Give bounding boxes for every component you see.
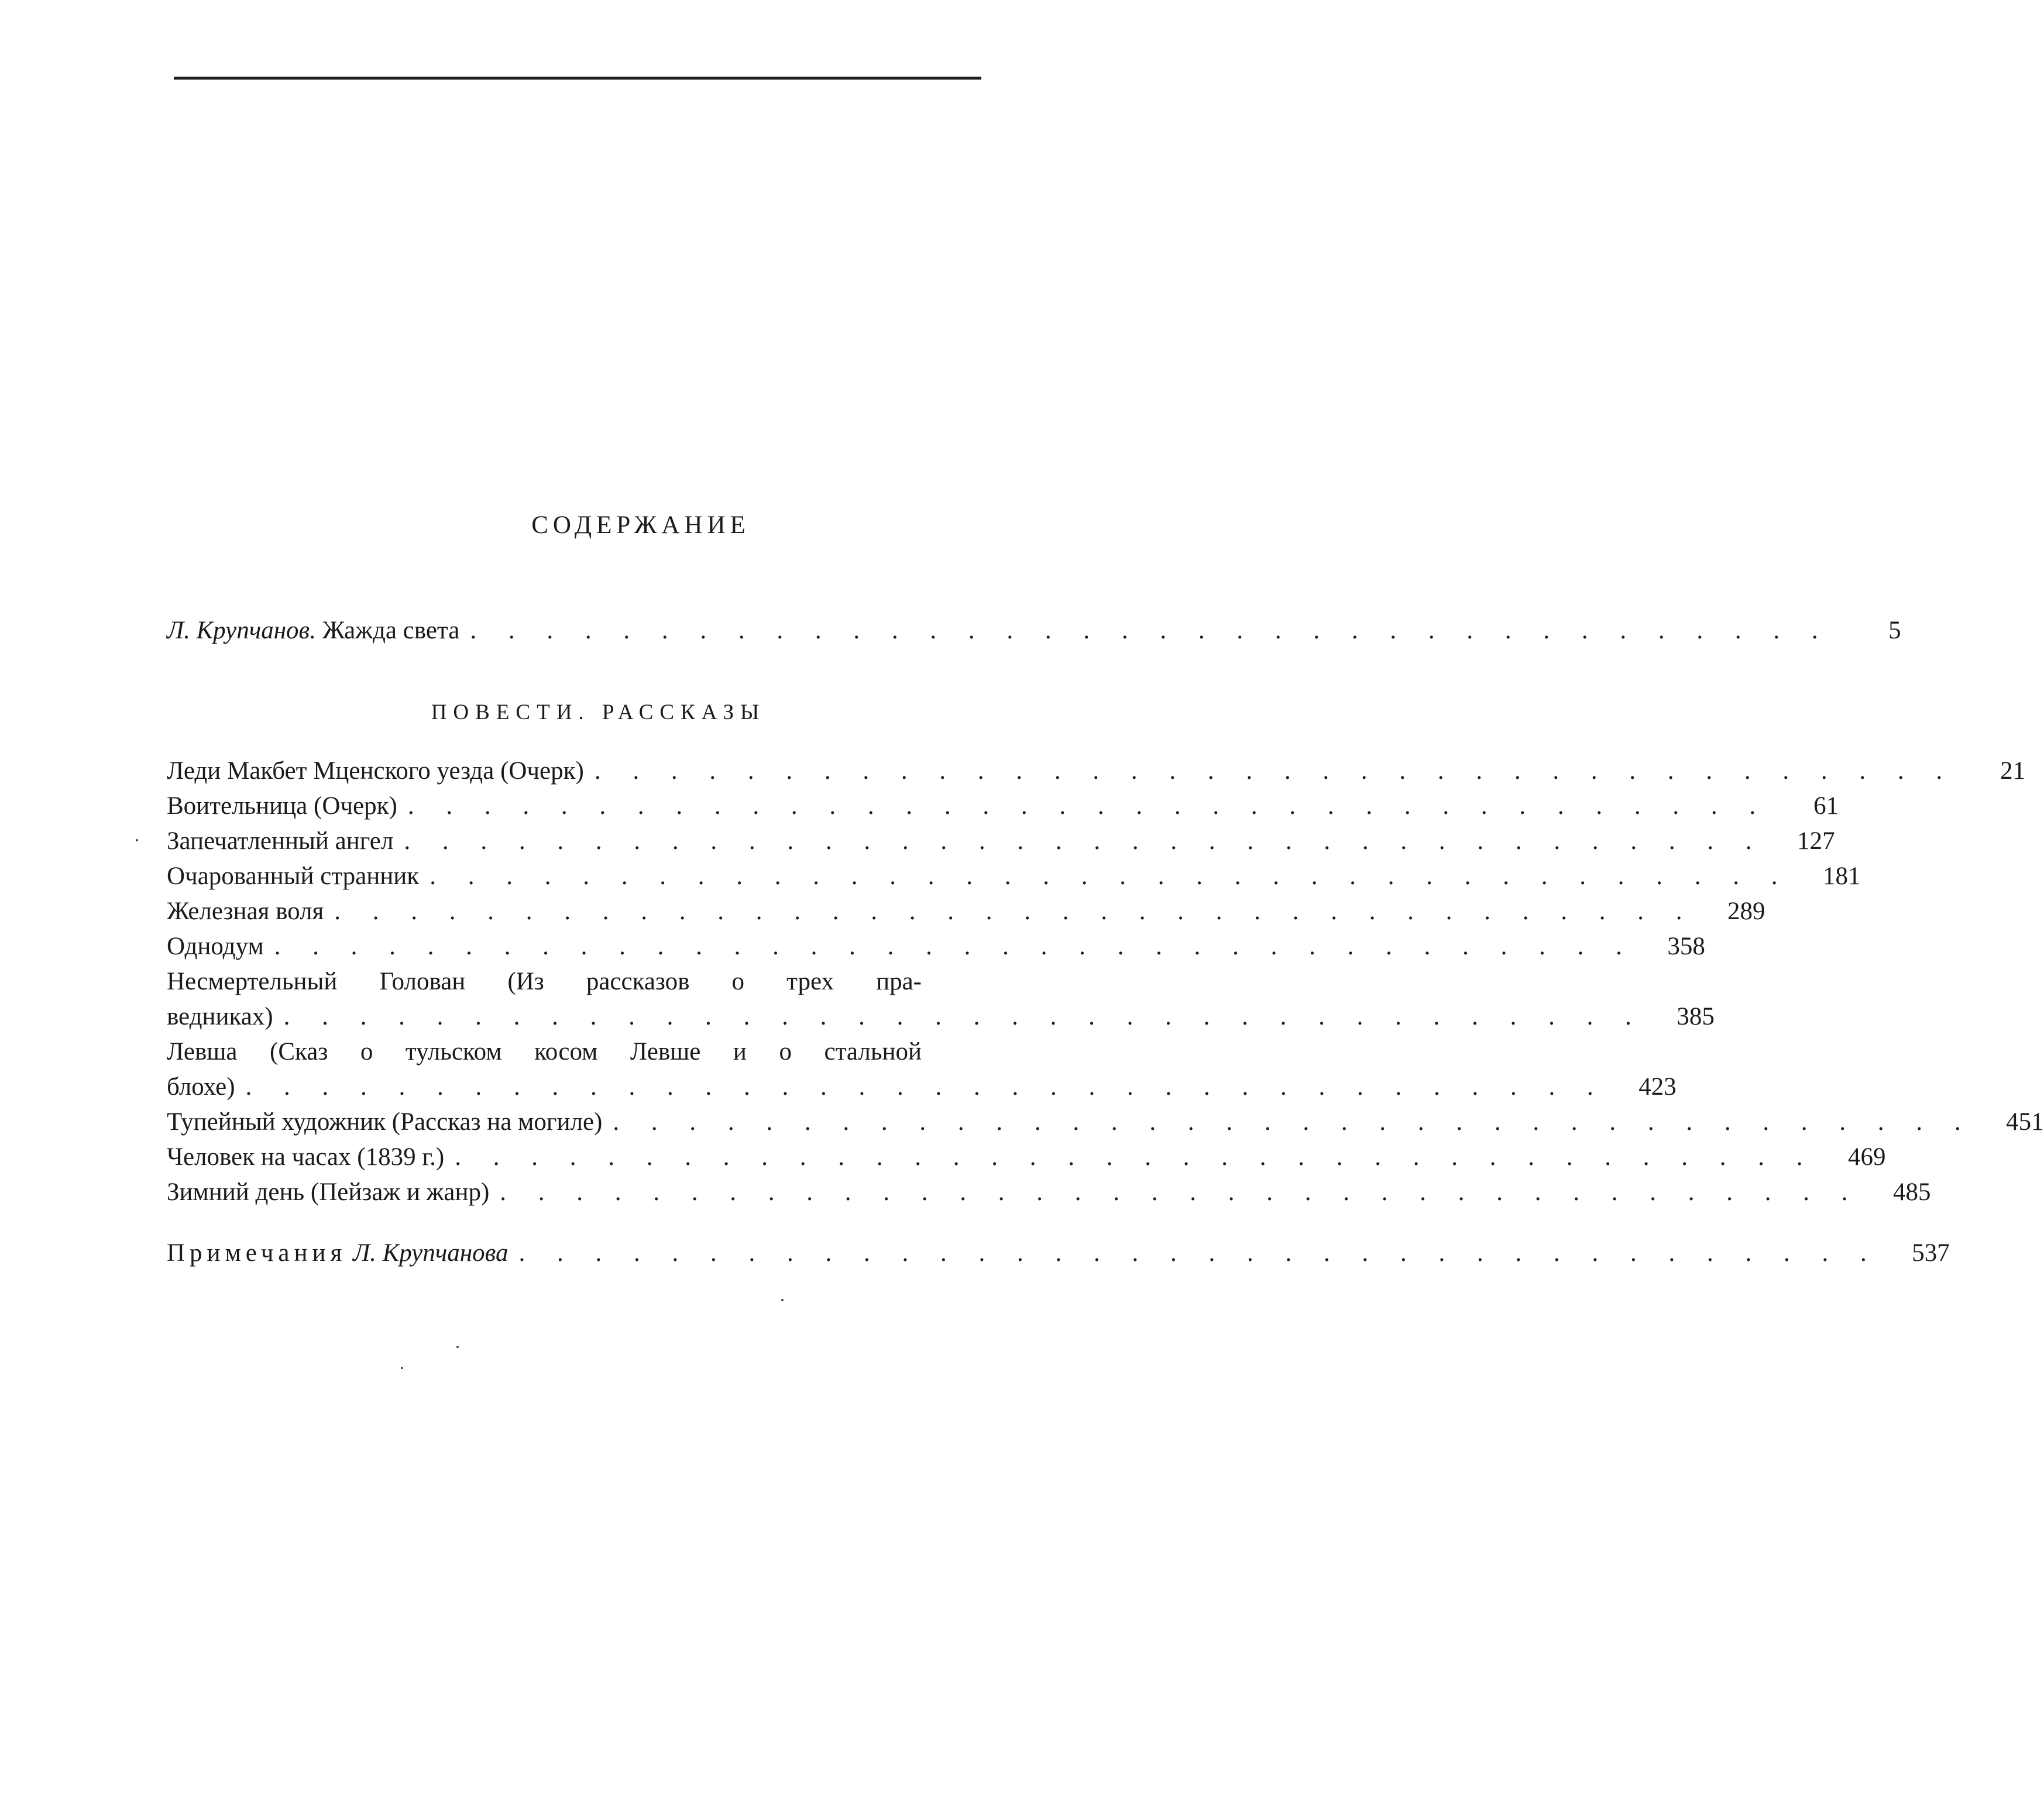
leader-dots: . . . . . . . . . . . . . . . . . . . . . . . . . . . . . . . . . . . .: [334, 898, 1695, 925]
toc-entry[interactable]: [167, 999, 1715, 1034]
toc-page-number: 61: [1813, 792, 1839, 820]
toc-entry-label: Железная воля: [167, 898, 324, 925]
toc-entry-label: Запечатленный ангел: [167, 827, 394, 855]
toc-page-number: 469: [1847, 1143, 1886, 1171]
section-heading: ПОВЕСТИ. РАССКАЗЫ: [431, 700, 766, 724]
page-title: СОДЕРЖАНИЕ: [531, 511, 750, 539]
toc-entry[interactable]: [167, 1140, 1886, 1175]
toc-entry-label: блохе): [167, 1073, 235, 1101]
scan-speck: [781, 1299, 784, 1301]
scan-speck: [401, 1367, 403, 1369]
leader-dots: . . . . . . . . . . . . . . . . . . . . . . . . . . . . . . . . . . . .: [500, 1178, 1861, 1206]
toc-entry-label: Воительница (Очерк): [167, 792, 397, 820]
toc-entry-notes[interactable]: [167, 1236, 1950, 1271]
leader-dots: . . . . . . . . . . . . . . . . . . . . . . . . . . . . . . . . . . . .: [430, 862, 1791, 890]
toc-entry[interactable]: [167, 929, 1705, 964]
toc-entry-label: Зимний день (Пейзаж и жанр): [167, 1178, 490, 1206]
toc-entry-intro[interactable]: [167, 613, 1901, 648]
toc-page-number: 181: [1822, 862, 1861, 890]
toc-entry-label: Леди Макбет Мценского уезда (Очерк): [167, 757, 584, 785]
toc-page-number: 385: [1677, 1003, 1715, 1030]
notes-author: Л. Крупчанова: [353, 1239, 509, 1267]
intro-author: Л. Крупчанов.: [167, 617, 316, 644]
leader-dots: . . . . . . . . . . . . . . . . . . . . . . . . . . . . . . . . . . . .: [470, 617, 1831, 644]
toc-page-number: 423: [1638, 1073, 1677, 1101]
toc-entry-label: ведниках): [167, 1003, 273, 1030]
toc-page-number: 21: [2000, 757, 2026, 785]
toc-entry-label: [167, 1236, 508, 1271]
top-rule: [174, 77, 981, 80]
toc-entry[interactable]: [167, 859, 1861, 894]
intro-title: Жажда света: [322, 617, 460, 644]
leader-dots: . . . . . . . . . . . . . . . . . . . . . . . . . . . . . . . . . . . .: [613, 1108, 1974, 1136]
leader-dots: . . . . . . . . . . . . . . . . . . . . . . . . . . . . . . . . . . . .: [274, 933, 1635, 960]
toc-page-number: 485: [1893, 1178, 1931, 1206]
leader-dots: . . . . . . . . . . . . . . . . . . . . . . . . . . . . . . . . . . . .: [594, 757, 1956, 785]
toc-entry-label: Очарованный странник: [167, 862, 420, 890]
toc-page-number: 289: [1727, 898, 1765, 925]
toc-entry-label: Тупейный художник (Рассказ на могиле): [167, 1108, 603, 1136]
toc-entry[interactable]: [167, 754, 2026, 789]
leader-dots: . . . . . . . . . . . . . . . . . . . . . . . . . . . . . . . . . . . .: [455, 1143, 1816, 1171]
toc-entry[interactable]: [167, 1175, 1931, 1210]
toc-entry-label: Однодум: [167, 933, 264, 960]
leader-dots: . . . . . . . . . . . . . . . . . . . . . . . . . . . . . . . . . . . .: [245, 1073, 1606, 1101]
toc-entry[interactable]: [167, 1105, 2044, 1140]
toc-entry-line1[interactable]: Несмертельный Голован (Из рассказов о трех пра-: [167, 968, 922, 995]
toc-page-number: 127: [1797, 827, 1835, 855]
leader-dots: . . . . . . . . . . . . . . . . . . . . . . . . . . . . . . . . . . . .: [407, 792, 1769, 820]
leader-dots: . . . . . . . . . . . . . . . . . . . . . . . . . . . . . . . . . . . .: [404, 827, 1765, 855]
toc-page-number: 5: [1888, 617, 1901, 644]
scan-speck: [456, 1346, 459, 1348]
toc-entry-label: Человек на часах (1839 г.): [167, 1143, 445, 1171]
toc-entry-label: [167, 613, 459, 648]
toc-page-number: 358: [1667, 933, 1705, 960]
notes-label: Примечания: [167, 1239, 347, 1267]
toc-entry[interactable]: [167, 789, 1839, 824]
leader-dots: . . . . . . . . . . . . . . . . . . . . . . . . . . . . . . . . . . . .: [283, 1003, 1644, 1030]
scan-speck: [136, 839, 138, 841]
toc-entry[interactable]: [167, 1070, 1677, 1105]
toc-entry[interactable]: [167, 824, 1835, 859]
toc-entry-line1[interactable]: Левша (Сказ о тульском косом Левше и о стальной: [167, 1038, 922, 1065]
toc-page-number: 537: [1912, 1239, 1950, 1267]
toc-page-number: 451: [2006, 1108, 2044, 1136]
leader-dots: . . . . . . . . . . . . . . . . . . . . . . . . . . . . . . . . . . . .: [518, 1239, 1880, 1267]
toc-entry[interactable]: [167, 894, 1765, 929]
